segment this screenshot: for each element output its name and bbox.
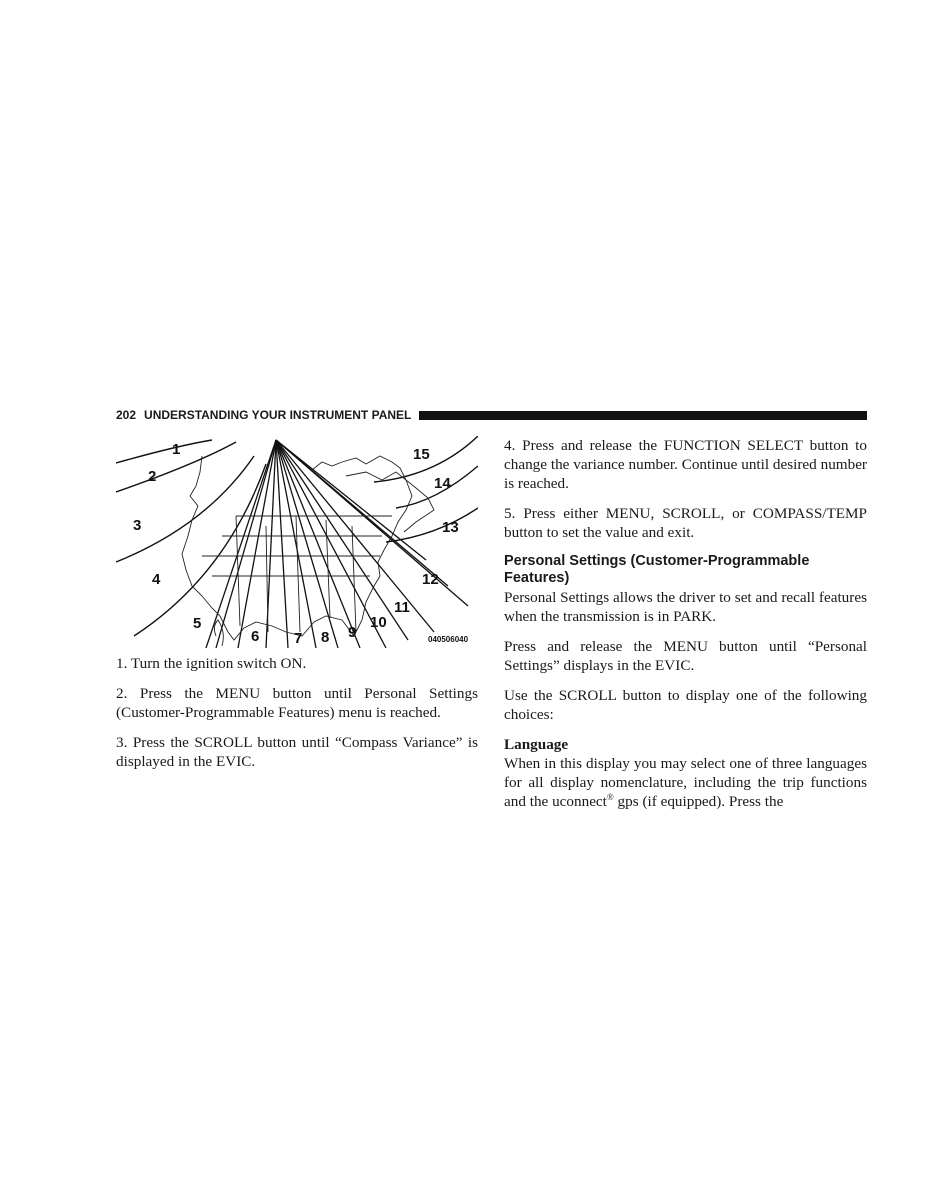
- zone-label-4: 4: [152, 571, 161, 588]
- language-heading: Language: [504, 736, 569, 753]
- line-10: [276, 440, 360, 648]
- zone-label-1: 1: [172, 441, 181, 458]
- zone-label-7: 7: [294, 630, 303, 647]
- registered-mark: ®: [606, 791, 614, 802]
- line-6b: [238, 440, 276, 648]
- step-2: 2. Press the MENU button until Personal Settings (Customer-Programmable Features) menu is reached.: [116, 685, 478, 721]
- arc-4: [134, 464, 266, 636]
- variance-zone-map-svg: [116, 436, 478, 648]
- language-text-b: gps (if equipped). Press the: [613, 793, 784, 810]
- step-3: 3. Press the SCROLL button until “Compass Variance” is displayed in the EVIC.: [116, 734, 478, 770]
- section-title: UNDERSTANDING YOUR INSTRUMENT PANEL: [144, 408, 412, 422]
- left-column: [116, 436, 478, 782]
- language-paragraph: [504, 754, 867, 811]
- page-number: 202: [116, 408, 137, 422]
- personal-settings-intro: Personal Settings allows the driver to set and recall features when the transmission is in PARK.: [504, 589, 867, 625]
- radiating-lines: [206, 440, 468, 648]
- line-5: [206, 440, 276, 648]
- zone-label-11: 11: [394, 599, 410, 616]
- zone-label-10: 10: [370, 614, 387, 631]
- zone-label-9: 9: [348, 624, 357, 641]
- zone-label-13: 13: [442, 519, 459, 536]
- arc-1: [116, 440, 212, 463]
- zone-label-12: 12: [422, 571, 439, 588]
- zone-label-5: 5: [193, 615, 202, 632]
- language-text-a: When in this display you may select one of three languages for all display nomenclature, including the trip functions and the uconnect: [504, 755, 867, 810]
- personal-settings-menu: Press and release the MENU button until “Personal Settings” displays in the EVIC.: [504, 638, 867, 674]
- header-rule: [419, 411, 867, 420]
- zone-label-15: 15: [413, 446, 430, 463]
- zone-label-3: 3: [133, 517, 142, 534]
- personal-settings-heading: Personal Settings (Customer-Programmable Features): [504, 553, 810, 586]
- zone-label-8: 8: [321, 629, 330, 646]
- step-4: 4. Press and release the FUNCTION SELECT button to change the variance number. Continue until desired number is reached.: [504, 437, 867, 492]
- zone-label-6: 6: [251, 628, 260, 645]
- baja-peninsula: [214, 620, 223, 646]
- personal-settings-scroll: Use the SCROLL button to display one of the following choices:: [504, 687, 867, 723]
- right-column: [504, 436, 867, 811]
- continent-outline: [182, 456, 434, 646]
- step-5: 5. Press either MENU, SCROLL, or COMPASS/TEMP button to set the value and exit.: [504, 505, 867, 541]
- page-header: [116, 406, 867, 424]
- figure-id: 040506040: [428, 635, 469, 644]
- step-1: 1. Turn the ignition switch ON.: [116, 655, 307, 672]
- zone-label-14: 14: [434, 475, 451, 492]
- line-13: [276, 440, 426, 560]
- arc-13: [386, 508, 478, 542]
- compass-variance-map: [116, 436, 478, 648]
- zone-label-2: 2: [148, 468, 157, 485]
